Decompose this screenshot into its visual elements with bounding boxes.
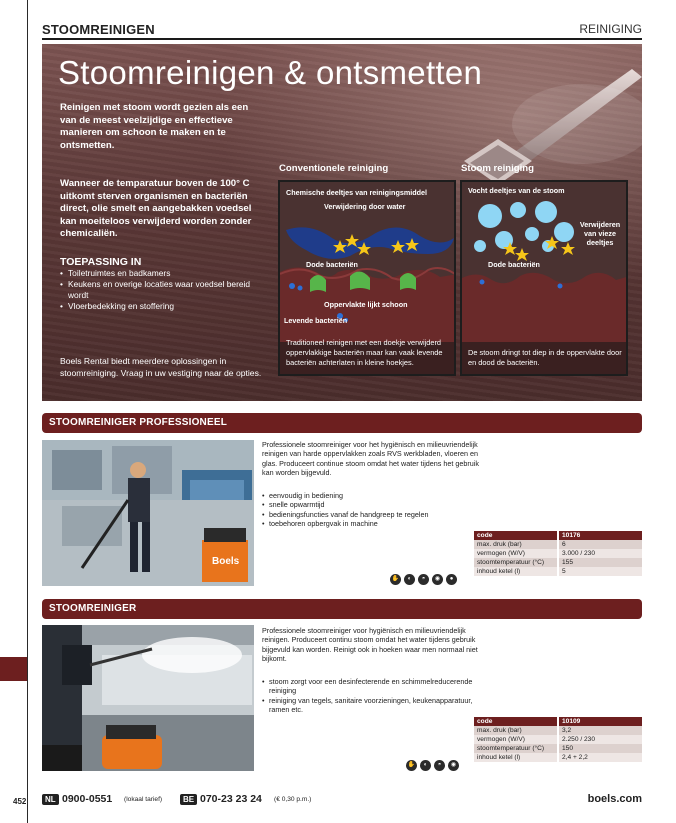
spec-table	[474, 717, 642, 762]
helmet-icon: ◓	[434, 760, 445, 771]
spec-row: inhoud ketel (l) 5	[474, 567, 642, 576]
application-item: • Keukens en overige locaties waar voedsel bereid wordt	[60, 279, 270, 301]
spec-header-label: code	[474, 531, 558, 540]
nl-badge: NL	[42, 794, 59, 805]
steam-diagram-title: Stoom reiniging	[461, 163, 535, 174]
be-badge: BE	[180, 794, 197, 805]
helmet-icon: ◓	[418, 574, 429, 585]
label-dead-bacteria: Dode bacteriën	[306, 260, 358, 269]
section-title: STOOMREINIGEN	[42, 22, 155, 37]
hero-banner	[42, 44, 642, 401]
label-water-removal: Verwijdering door water	[324, 202, 406, 211]
spec-row: max. druk (bar) 6	[474, 540, 642, 549]
section-tab-marker	[0, 657, 27, 681]
hero-intro-text: Reinigen met stoom wordt gezien als een van de meest veelzijdige en effectieve manieren om schoon te maken en te ontsmetten.	[60, 102, 249, 151]
label-surface-clean: Oppervlakte lijkt schoon	[324, 300, 408, 309]
hero-title: Stoomreinigen & ontsmetten	[58, 54, 483, 91]
label-living-bacteria: Levende bacteriën	[284, 316, 348, 325]
mask-icon: ●	[446, 574, 457, 585]
ear-protection-icon: ◐	[420, 760, 431, 771]
spec-row: max. druk (bar) 3,2	[474, 726, 642, 735]
goggles-icon: ◉	[432, 574, 443, 585]
label-remove-dirt: Verwijderen van vieze deeltjes	[579, 220, 621, 247]
feature-list	[262, 677, 488, 715]
page-header	[42, 18, 642, 40]
safety-icons	[406, 760, 459, 771]
machine-brand-label: Boels	[212, 556, 240, 567]
application-item: • Vloerbedekking en stoffering	[60, 301, 270, 312]
page-footer	[42, 793, 642, 809]
be-note: (€ 0,30 p.m.)	[274, 796, 312, 803]
nl-phone[interactable]: 0900-0551	[62, 793, 113, 805]
conventional-cleaning-diagram	[278, 180, 456, 376]
spec-table	[474, 531, 642, 576]
product-bar-standard	[42, 599, 642, 619]
ear-protection-icon: ◐	[404, 574, 415, 585]
spec-row: stoomtemperatuur (°C) 155	[474, 558, 642, 567]
steam-cleaning-diagram	[460, 180, 628, 376]
spec-header-code: 10109	[558, 717, 642, 726]
glove-icon: ✋	[390, 574, 401, 585]
spec-row: vermogen (W/V) 3.000 / 230	[474, 549, 642, 558]
spec-header-code: 10176	[558, 531, 642, 540]
steam-caption: De stoom dringt tot diep in de oppervlakte door en dood de bacteriën.	[468, 348, 622, 367]
product-bar-professional	[42, 413, 642, 433]
feature-item: • bedieningsfuncties vanaf de handgreep te regelen	[262, 510, 492, 519]
hero-footer-text: Boels Rental biedt meerdere oplossingen in stoomreiniging. Vraag in uw vestiging naar de opties.	[60, 356, 262, 378]
hero-temperature-text: Wanneer de temparatuur boven de 100° C uitkomt sterven organismen en bacteriën direct, olie smelt en aangebakken voedsel kan moeiteloos verwijderd worden zonder chemicaliën.	[60, 178, 252, 240]
spec-row: inhoud ketel (l) 2,4 + 2,2	[474, 753, 642, 762]
conventional-caption: Traditioneel reinigen met een doekje verwijderd oppervlakkige bacteriën maar kan vaak levende bacteriën achterlaten in kleine hoekjes.	[286, 338, 443, 367]
page-number: 452	[13, 797, 27, 806]
category-label: REINIGING	[579, 22, 642, 36]
product-description: Professionele stoomreiniger voor het hygiënisch en milieuvriendelijk reinigen van harde oppervlakken zoals RVS werkbladen, vloeren en glas. Produceert continue stoom omdat het water tijdens het gebruik kan worden bijgevuld.	[262, 440, 479, 478]
label-moisture-particles: Vocht deeltjes van de stoom	[468, 186, 565, 195]
feature-item: • toebehoren opbergvak in machine	[262, 519, 492, 528]
product-title: STOOMREINIGER	[49, 603, 137, 614]
goggles-icon: ◉	[448, 760, 459, 771]
product-photo-standard	[42, 625, 254, 771]
glove-icon: ✋	[406, 760, 417, 771]
application-list	[60, 268, 270, 312]
feature-list	[262, 491, 492, 529]
label-dead-bacteria: Dode bacteriën	[488, 260, 540, 269]
feature-item: • stoom zorgt voor een desinfecterende en schimmelreducerende reiniging	[262, 677, 488, 696]
margin-rule	[27, 0, 28, 823]
spec-row: stoomtemperatuur (°C) 150	[474, 744, 642, 753]
application-heading: TOEPASSING IN	[60, 256, 142, 268]
conventional-diagram-title: Conventionele reiniging	[279, 163, 389, 174]
nl-note: (lokaal tarief)	[124, 796, 163, 803]
website-link[interactable]: boels.com	[587, 793, 642, 805]
spec-row: vermogen (W/V) 2.250 / 230	[474, 735, 642, 744]
product-description: Professionele stoomreiniger voor hygiënisch en milieuvriendelijk reinigen. Produceert continu stoom omdat het water tijdens gebruik bijgevuld kan worden. Reinigt ook in hoeken waar men normaal niet bijkomt.	[262, 626, 478, 664]
feature-item: • eenvoudig in bediening	[262, 491, 492, 500]
steam-diagram-graphic	[462, 182, 628, 376]
feature-item: • reiniging van tegels, sanitaire voorzieningen, keukenapparatuur, ramen etc.	[262, 696, 488, 715]
spec-header-label: code	[474, 717, 558, 726]
product-title: STOOMREINIGER PROFESSIONEEL	[49, 417, 228, 428]
application-item: • Toiletruimtes en badkamers	[60, 268, 270, 279]
be-phone[interactable]: 070-23 23 24	[200, 793, 262, 805]
label-chemical-particles: Chemische deeltjes van reinigingsmiddel	[286, 188, 427, 197]
feature-item: • snelle opwarmtijd	[262, 500, 492, 509]
product-photo-professional	[42, 440, 254, 586]
safety-icons	[390, 574, 457, 585]
